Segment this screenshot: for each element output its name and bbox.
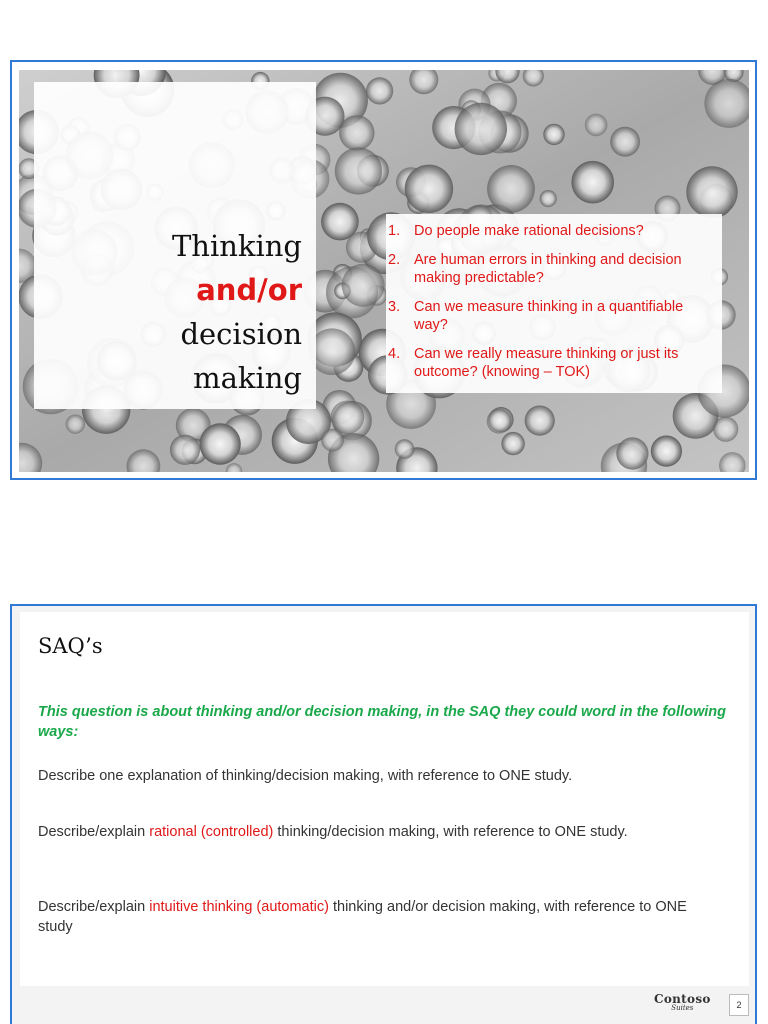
snow-tree [543,124,564,145]
option-highlight: intuitive thinking (automatic) [149,899,329,915]
question-number: 1. [388,223,401,239]
saq-intro: This question is about thinking and/or decision making, in the SAQ they could word in the following ways: [38,704,726,740]
logo-main: Contoso [654,992,711,1006]
snow-tree [487,165,535,213]
option-text: thinking and/or decision making, with reference to ONE study [38,899,687,935]
snow-tree [321,429,344,452]
snow-tree [585,114,608,137]
option-text: Describe/explain [38,824,150,840]
slide-title [172,224,302,400]
snow-tree [331,401,365,435]
slide-1 [10,60,757,480]
question-item [388,251,714,287]
snow-tree [571,161,614,204]
option-text: Describe/explain [38,899,150,915]
question-text: Can we really measure thinking or just its outcome? (knowing – TOK) [414,346,679,380]
snow-tree [610,127,640,157]
snow-tree [366,77,393,104]
title-line-decision: decision [180,317,302,351]
page-number: 2 [729,994,749,1016]
question-number: 4. [388,346,401,362]
questions-panel [386,214,722,393]
question-text: Can we measure thinking in a quantifiable way? [414,299,684,333]
slide-2-content [20,612,749,986]
question-number: 2. [388,252,401,268]
snow-tree [342,264,385,307]
title-line-making: making [193,361,302,395]
snow-tree [335,147,382,194]
question-text: Are human errors in thinking and decision making predictable? [414,252,682,286]
saq-option-2 [38,822,718,842]
snow-tree [199,423,240,464]
snow-tree [713,417,738,442]
snow-tree [487,409,512,434]
title-line-thinking: Thinking [171,229,302,263]
question-text: Do people make rational decisions? [414,223,644,239]
title-panel [34,82,316,409]
snow-tree [405,165,453,213]
snow-tree [651,436,682,467]
logo-sub: Suites [671,1004,694,1012]
question-item [388,222,714,240]
saq-option-3 [38,897,718,937]
option-highlight: rational (controlled) [149,824,274,840]
snow-tree [540,190,557,207]
questions-list [386,214,722,381]
contoso-logo [654,992,711,1012]
snow-tree [686,166,737,217]
question-item [388,345,714,381]
snow-tree [455,103,507,155]
snow-tree [525,406,555,436]
saq-title: SAQ’s [38,634,103,658]
snow-tree [170,435,200,465]
saq-option-1: Describe one explanation of thinking/decision making, with reference to ONE study. [38,768,573,784]
option-text: thinking/decision making, with reference to ONE study. [273,824,628,840]
slide-2 [10,604,757,1024]
snow-tree [616,437,648,469]
question-number: 3. [388,299,401,315]
snow-tree [339,115,374,150]
snow-tree [395,439,415,459]
snow-tree [66,415,85,434]
question-item [388,298,714,334]
title-line-and-or: and/or [196,273,302,307]
snow-tree [501,432,524,455]
